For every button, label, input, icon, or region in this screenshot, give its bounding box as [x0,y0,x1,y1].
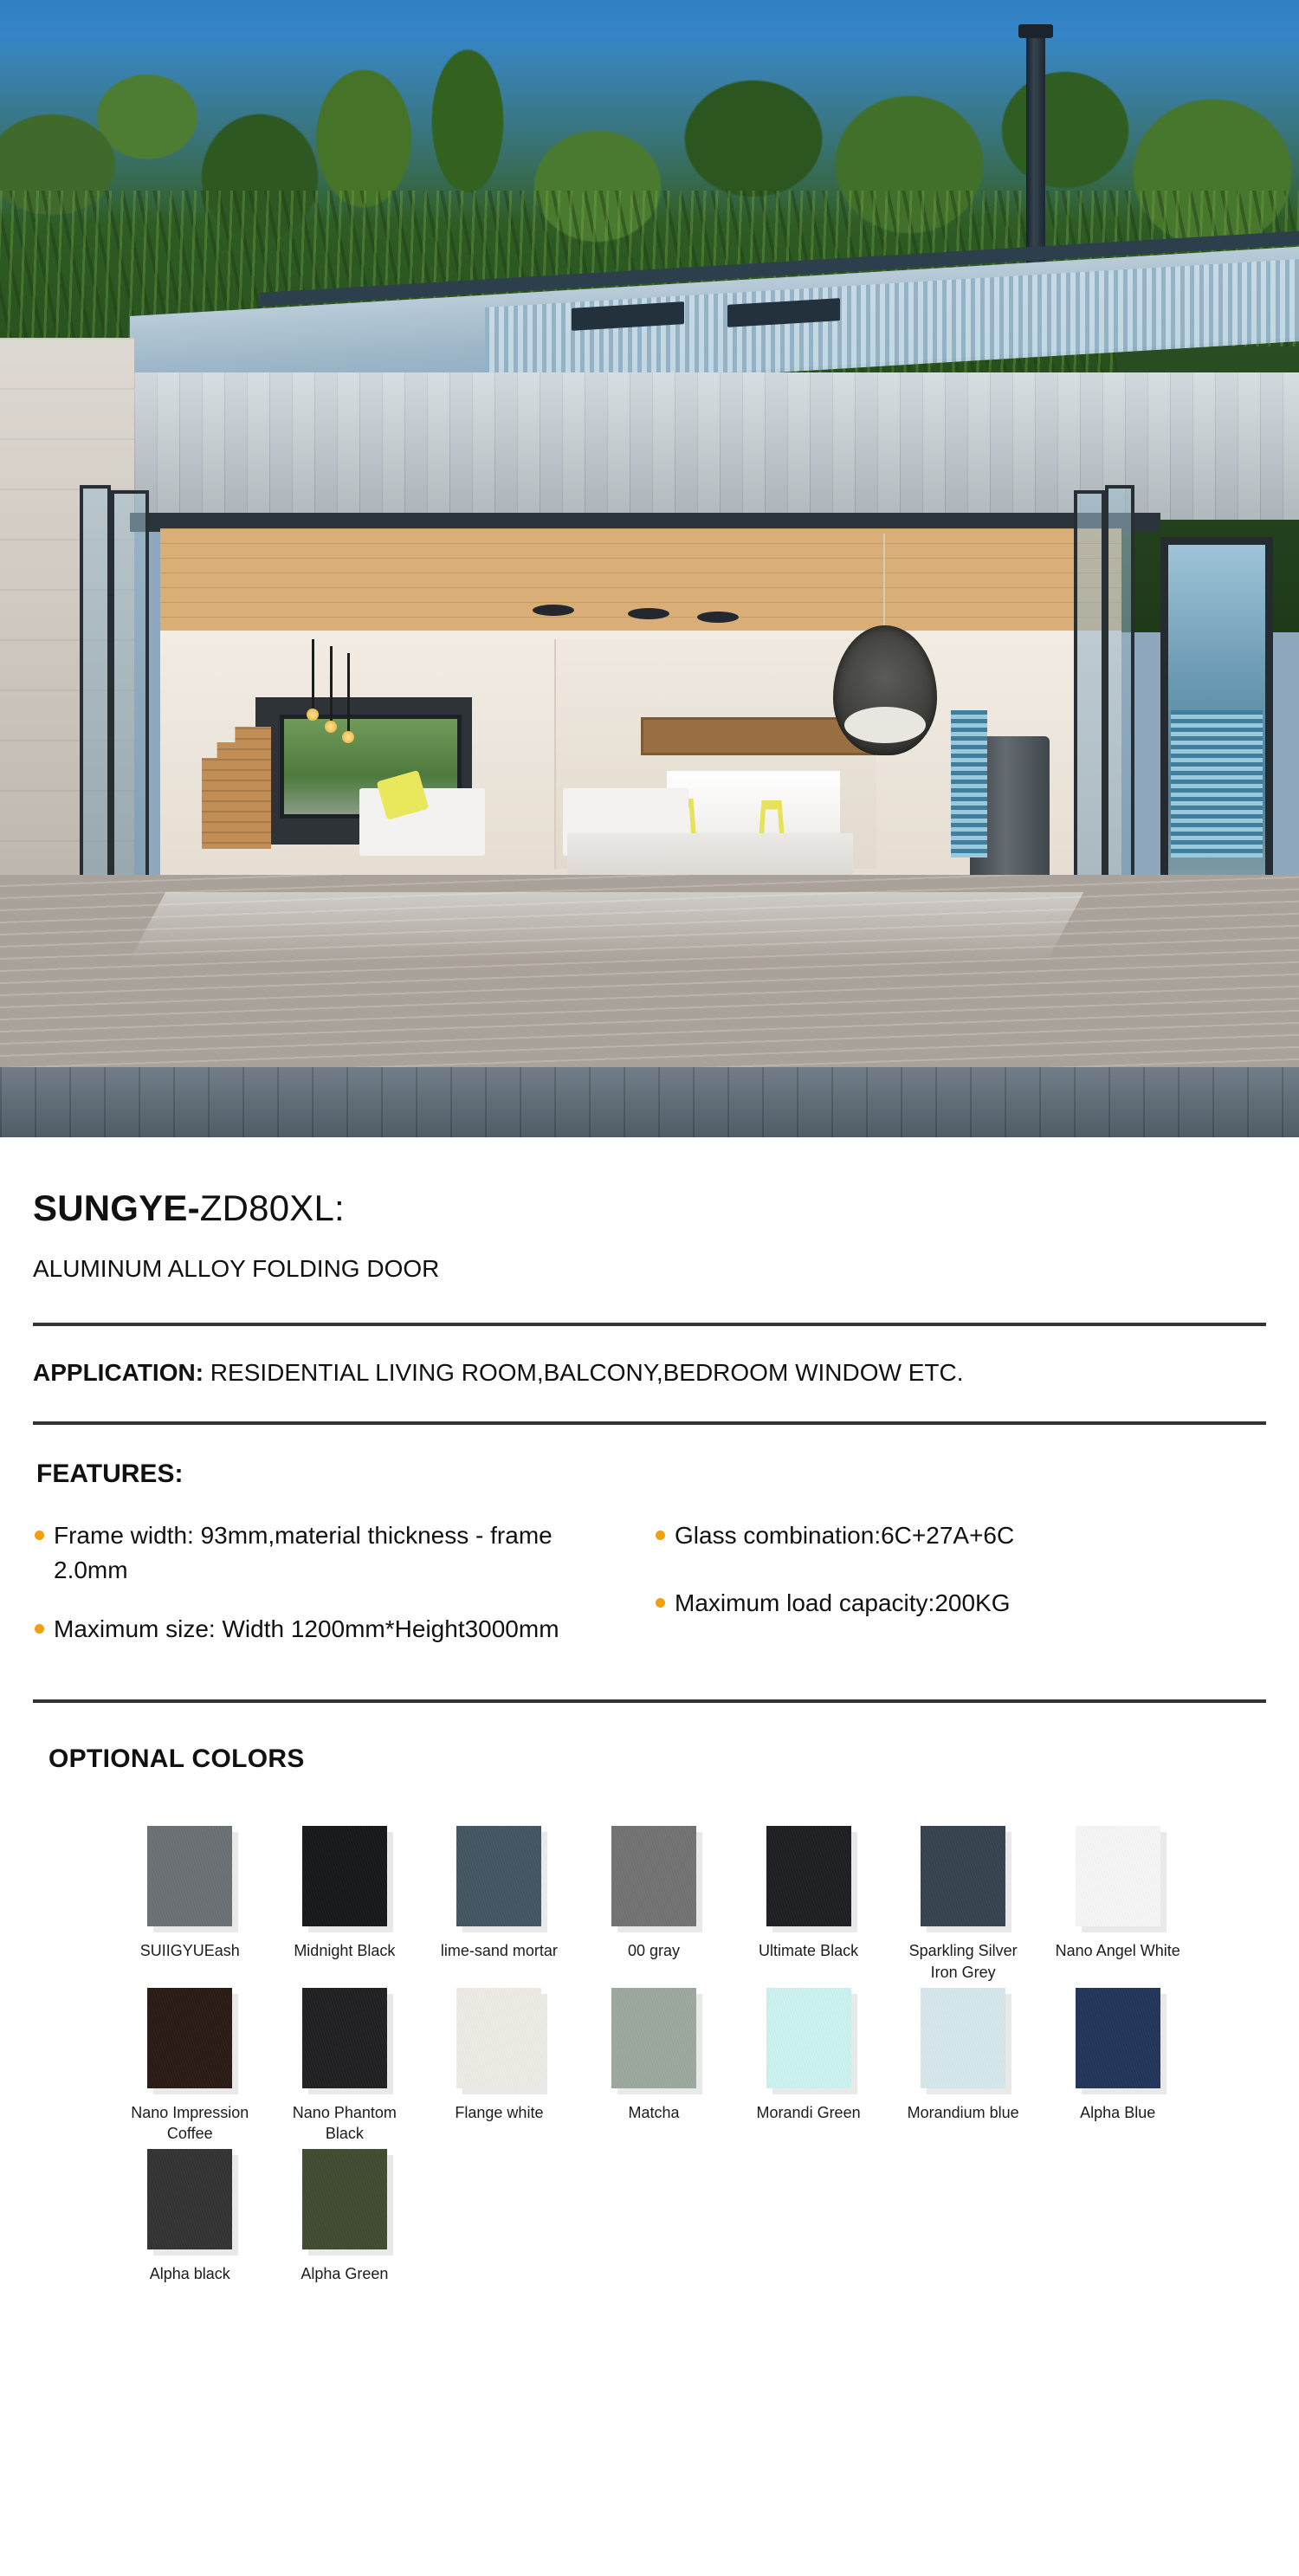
features-heading: FEATURES: [36,1460,184,1488]
color-swatch-option[interactable] [1040,1988,1195,2145]
color-chip-wrapper [1076,1988,1160,2088]
chimney-cap [1018,24,1053,38]
list-item [33,1518,645,1588]
color-chip[interactable] [456,1826,541,1926]
color-swatch-label: SUIIGYUEash [139,1942,240,1960]
features-column-right [654,1518,1266,1670]
color-chip[interactable] [766,1826,851,1926]
features-columns [33,1518,1266,1670]
color-swatch-label: Nano Impression Coffee [131,2103,249,2143]
color-swatch-label: Alpha black [149,2265,230,2283]
pendant-bulb-1 [307,709,319,721]
color-chip[interactable] [302,2149,387,2249]
color-swatch-option[interactable] [731,1988,886,2145]
color-swatch-label: Morandi Green [756,2103,861,2121]
color-chip-wrapper [921,1988,1005,2088]
color-swatch-label: Alpha Blue [1080,2103,1156,2121]
color-swatch-option[interactable] [113,1988,268,2145]
slat-fence-right [1171,710,1263,858]
deck-fascia-board [0,1067,1299,1137]
folding-door-leaf-4 [1105,485,1134,887]
hanging-chair-rope [883,534,885,629]
color-swatch-option[interactable] [422,1988,577,2145]
pendant-bulb-3 [342,731,354,743]
feature-text: Maximum load capacity:200KG [675,1589,1011,1616]
ceiling-downlight-3 [697,612,739,623]
color-swatch-option[interactable] [886,1988,1041,2145]
features-column-left [33,1518,645,1670]
color-swatch-label: Midnight Black [294,1942,396,1960]
color-chip[interactable] [1076,1988,1160,2088]
list-item [33,1612,645,1647]
color-chip[interactable] [456,1988,541,2088]
deck-sunlight [129,892,1084,961]
page-title [33,1188,1266,1229]
color-swatch-label: lime-sand mortar [440,1942,558,1960]
color-swatch-label: Nano Angel White [1055,1942,1180,1960]
color-chip-wrapper [147,1988,232,2088]
color-swatch-label: Sparkling Silver Iron Grey [908,1942,1018,1981]
color-swatch-label: Flange white [455,2103,544,2121]
color-chip[interactable] [611,1826,696,1926]
color-chip-wrapper [611,1988,696,2088]
color-swatch-label: Matcha [628,2103,680,2121]
color-chip-wrapper [1076,1826,1160,1926]
feature-text: Maximum size: Width 1200mm*Height3000mm [54,1615,559,1642]
color-chip[interactable] [921,1826,1005,1926]
folding-door-leaf-3 [1074,490,1105,887]
optional-colors-section [33,1703,1266,2284]
color-swatch-option[interactable] [268,2149,423,2284]
color-chip-wrapper [921,1826,1005,1926]
color-swatch-option[interactable] [577,1826,732,1983]
color-chip[interactable] [611,1988,696,2088]
bullet-icon [35,1531,44,1540]
color-swatch-option[interactable] [886,1826,1041,1983]
ceiling-downlight-1 [533,605,574,616]
color-chip[interactable] [302,1988,387,2088]
color-chip[interactable] [766,1988,851,2088]
product-content [0,1137,1299,2285]
feature-text: Glass combination:6C+27A+6C [675,1522,1015,1549]
color-chip[interactable] [921,1988,1005,2088]
pendant-cord-1 [312,639,314,710]
pendant-cord-2 [330,646,333,722]
pendant-cord-3 [347,653,350,733]
optional-colors-heading: OPTIONAL COLORS [48,1744,305,1774]
color-swatch-label: 00 gray [627,1942,681,1960]
application-value: RESIDENTIAL LIVING ROOM,BALCONY,BEDROOM WINDOW ETC. [204,1359,964,1386]
floor-rug [567,833,853,875]
product-subtitle: ALUMINUM ALLOY FOLDING DOOR [33,1255,440,1282]
color-swatch-option[interactable] [113,1826,268,1983]
color-chip[interactable] [147,2149,232,2249]
pendant-bulb-2 [325,721,337,733]
color-swatch-label: Alpha Green [301,2265,389,2283]
color-chip-wrapper [766,1988,851,2088]
color-chip-wrapper [147,1826,232,1926]
color-chip-wrapper [147,2149,232,2249]
color-chip-wrapper [302,1826,387,1926]
bullet-icon [656,1598,665,1608]
color-swatch-option[interactable] [577,1988,732,2145]
color-chip-wrapper [302,1988,387,2088]
folding-door-leaf-1 [80,485,111,892]
model-name: ZD80XL: [199,1188,345,1228]
ceiling-downlight-2 [628,608,669,619]
feature-text: Frame width: 93mm,material thickness - frame 2.0mm [54,1522,553,1583]
bullet-icon [656,1531,665,1540]
color-swatch-option[interactable] [268,1826,423,1983]
color-chip[interactable] [1076,1826,1160,1926]
color-swatch-option[interactable] [731,1826,886,1983]
color-swatch-label: Morandium blue [907,2103,1019,2121]
color-swatch-option[interactable] [113,2149,268,2284]
color-chip-wrapper [766,1826,851,1926]
color-swatch-label: Ultimate Black [759,1942,859,1960]
color-chip-wrapper [302,2149,387,2249]
color-chip-wrapper [456,1826,541,1926]
color-swatch-option[interactable] [422,1826,577,1983]
color-chip[interactable] [302,1826,387,1926]
color-chip-wrapper [611,1826,696,1926]
slat-fence-left [951,710,987,858]
application-row [33,1326,1266,1421]
folding-door-leaf-2 [111,490,149,890]
features-block [33,1425,1266,1699]
color-swatch-grid [33,1826,1266,2284]
application-label: APPLICATION: [33,1359,204,1386]
title-block [33,1137,1266,1283]
hero-product-photo [0,0,1299,1137]
color-swatch-option[interactable] [268,1988,423,2145]
bullet-icon [35,1624,44,1634]
list-item [654,1586,1266,1621]
color-chip-wrapper [456,1988,541,2088]
brand-name: SUNGYE- [33,1188,200,1228]
color-chip[interactable] [147,1826,232,1926]
list-item [654,1518,1266,1553]
color-chip[interactable] [147,1988,232,2088]
color-swatch-label: Nano Phantom Black [292,2103,397,2143]
color-swatch-option[interactable] [1040,1826,1195,1983]
